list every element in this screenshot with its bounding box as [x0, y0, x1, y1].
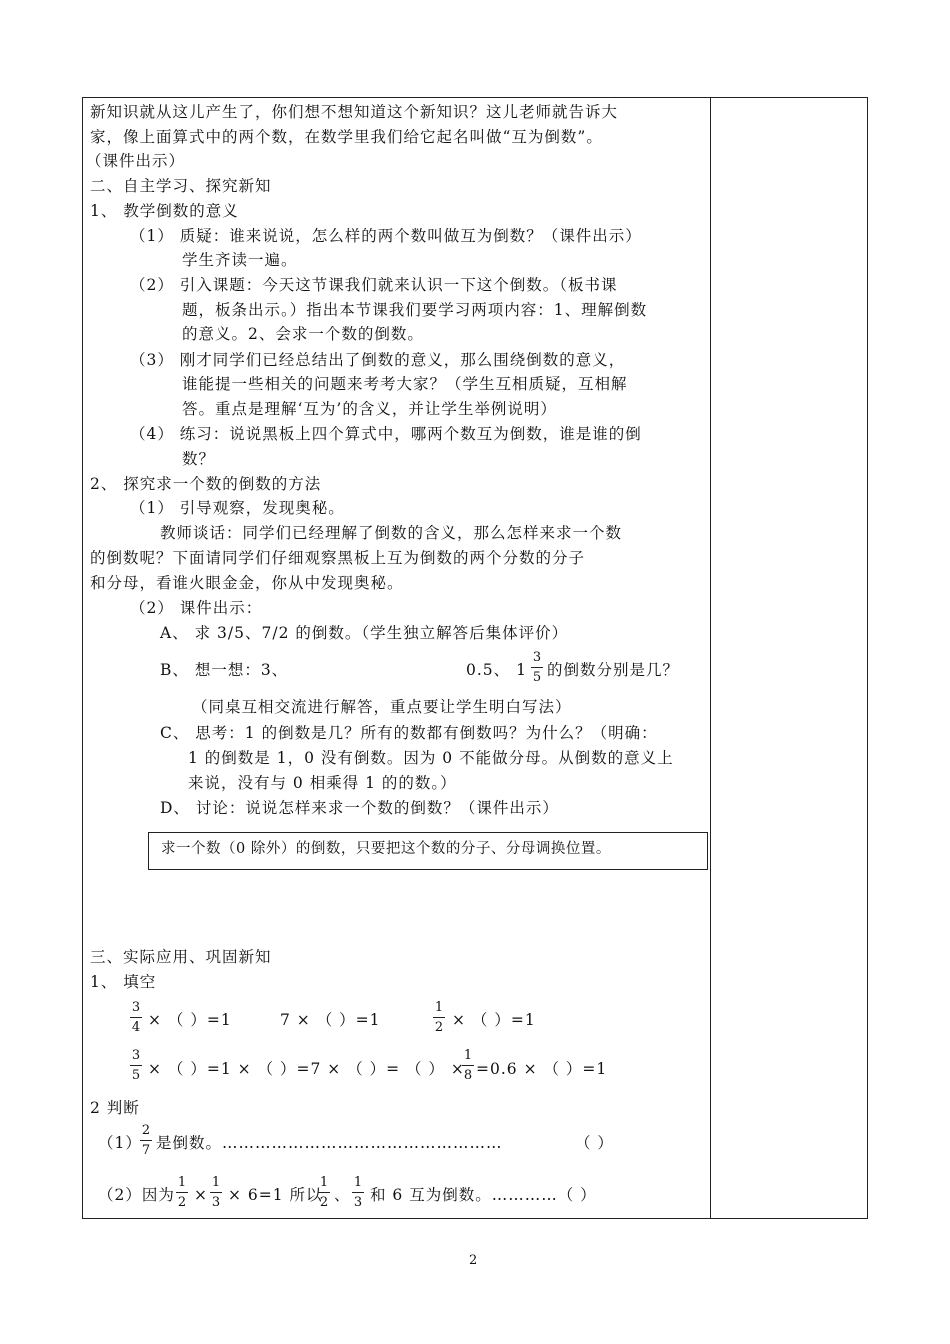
judgement-text: 和 6 互为倒数。…………（ ） — [370, 1186, 597, 1204]
fraction: 1 3 — [211, 1175, 221, 1210]
text-line: C、 思考：1 的倒数是几？所有的数都有倒数吗？为什么？（明确： — [160, 724, 658, 742]
judgement-text: × 6=1 所以 — [228, 1186, 323, 1204]
text-line: （3） 刚才同学们已经总结出了倒数的意义，那么围绕倒数的意义， — [130, 351, 626, 369]
equation: 7 × （ ）=1 — [280, 1011, 381, 1029]
text-line: （课件出示） — [86, 152, 186, 170]
text-line: D、 讨论：说说怎样来求一个数的倒数？（课件出示） — [160, 799, 559, 817]
subsection-heading: 2 判断 — [90, 1099, 140, 1117]
fraction: 1 3 — [353, 1175, 363, 1210]
text-line: 家，像上面算式中的两个数，在数学里我们给它起名叫做“互为倒数”。 — [90, 128, 603, 146]
fraction: 1 2 — [319, 1175, 329, 1210]
text-line: 新知识就从这儿产生了，你们想不想知道这个新知识？这儿老师就告诉大 — [90, 103, 619, 121]
equation: =0.6 × （ ）=1 — [476, 1060, 608, 1078]
text-line: 的倒数分别是几？ — [547, 661, 680, 679]
column-divider — [710, 98, 711, 1218]
judgement-text: 、 — [334, 1186, 351, 1204]
equation: × （ ）=1 — [452, 1011, 536, 1029]
text-line: 的倒数呢？下面请同学们仔细观察黑板上互为倒数的两个分数的分子 — [90, 549, 586, 567]
fraction: 1 2 — [434, 1000, 444, 1035]
text-line: 1 的倒数是 1，0 没有倒数。因为 0 不能做分母。从倒数的意义上 — [188, 749, 674, 767]
subsection-heading: 2、 探究求一个数的倒数的方法 — [90, 475, 322, 493]
text-line: （1） 引导观察，发现奥秘。 — [130, 499, 345, 517]
section-heading: 三、实际应用、巩固新知 — [90, 948, 272, 966]
judgement-label: （1） — [98, 1134, 142, 1152]
text-line: 来说，没有与 0 相乘得 1 的的数。） — [188, 774, 457, 792]
answer-blank: （ ） — [575, 1134, 614, 1152]
judgement-text: 是倒数。…………………………………………… — [156, 1134, 503, 1152]
section-heading: 二、自主学习、探究新知 — [90, 177, 272, 195]
text-line: （2） 课件出示： — [130, 599, 263, 617]
fraction: 3 4 — [131, 1000, 141, 1035]
text-line: 的意义。2、会求一个数的倒数。 — [182, 325, 424, 343]
text-line: 答。重点是理解‘互为’的含义，并让学生举例说明） — [182, 400, 557, 418]
fraction: 1 2 — [177, 1175, 187, 1210]
subsection-heading: 1、 填空 — [90, 973, 157, 991]
text-line: 题，板条出示。）指出本节课我们要学习两项内容：1、理解倒数 — [182, 301, 648, 319]
subsection-heading: 1、 教学倒数的意义 — [90, 202, 239, 220]
fraction: 1 8 — [463, 1048, 473, 1083]
fraction: 3 5 — [131, 1048, 141, 1083]
text-line: 教师谈话：同学们已经理解了倒数的含义，那么怎样来求一个数 — [160, 524, 623, 542]
page-number: 2 — [469, 1253, 478, 1268]
equation: × （ ）=1 × （ ）=7 × （ ）= （ ） × — [148, 1060, 465, 1078]
text-line: （同桌互相交流进行解答，重点要让学生明白写法） — [192, 698, 572, 716]
text-line: 数？ — [182, 450, 216, 468]
definition-box — [148, 832, 708, 870]
text-line: 和分母，看谁火眼金金，你从中发现奥秘。 — [90, 574, 404, 592]
text-line: （2） 引入课题：今天这节课我们就来认识一下这个倒数。（板书课 — [130, 276, 618, 294]
text-line: （1） 质疑：谁来说说，怎么样的两个数叫做互为倒数？（课件出示） — [130, 227, 642, 245]
text-line: 学生齐读一遍。 — [182, 251, 298, 269]
equation: × （ ）=1 — [148, 1011, 232, 1029]
text-line: 0.5、 1 — [466, 661, 527, 679]
text-line: 谁能提一些相关的问题来考考大家？（学生互相质疑，互相解 — [182, 375, 628, 393]
fraction: 3 5 — [532, 650, 542, 685]
text-line: B、 想一想：3、 — [160, 661, 289, 679]
fraction: 2 7 — [141, 1123, 151, 1158]
judgement-text: × — [194, 1186, 208, 1204]
definition-text: 求一个数（0 除外）的倒数，只要把这个数的分子、分母调换位置。 — [161, 841, 611, 857]
text-line: （4） 练习：说说黑板上四个算式中，哪两个数互为倒数，谁是谁的倒 — [130, 425, 642, 443]
judgement-text: （2）因为 — [98, 1186, 175, 1204]
text-line: A、 求 3/5、7/2 的倒数。（学生独立解答后集体评价） — [160, 624, 569, 642]
